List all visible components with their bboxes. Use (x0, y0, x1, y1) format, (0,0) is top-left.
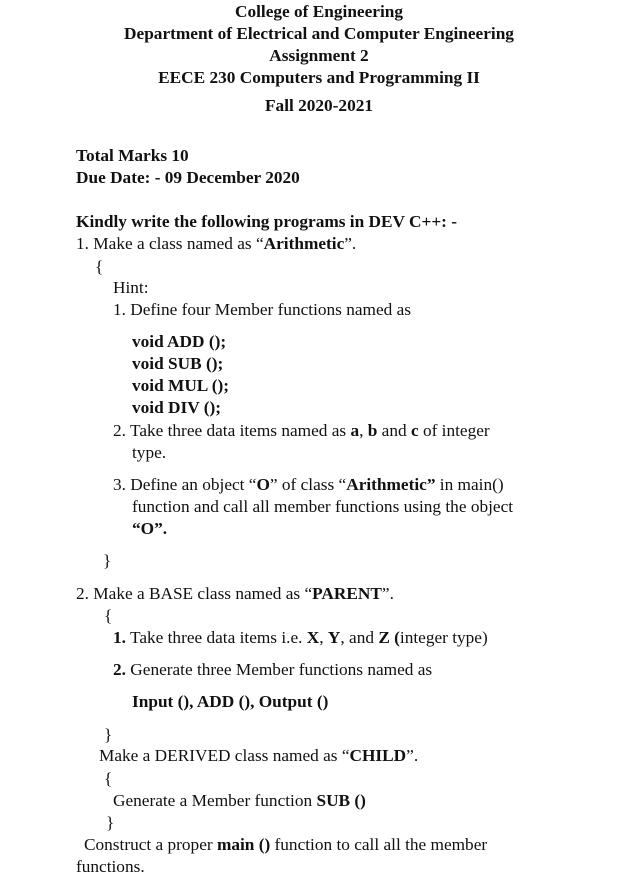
q1-function-div: void DIV (); (132, 398, 221, 417)
college-title: College of Engineering (235, 2, 403, 21)
q1-item-2: 2. Take three data items named as a, b and c of integer (113, 421, 490, 440)
q1-hint-label: Hint: (113, 278, 149, 297)
q2-heading: 2. Make a BASE class named as “PARENT”. (76, 584, 394, 603)
q1-item-3-cont: function and call all member functions using the object (132, 497, 514, 516)
q2-item-1: 1. Take three data items i.e. X, Y, and Z (integer type) (113, 628, 488, 647)
assignment-title: Assignment 2 (269, 46, 369, 65)
q2-derived-open-brace: { (104, 769, 113, 788)
term-title: Fall 2020-2021 (265, 96, 373, 115)
q2-main-instruction: Construct a proper main () function to call all the member (84, 835, 488, 854)
department-title: Department of Electrical and Computer Engineering (124, 24, 514, 43)
q1-open-brace: { (95, 257, 104, 276)
q2-close-brace: } (104, 725, 113, 744)
q1-function-mul: void MUL (); (132, 376, 229, 395)
q2-derived-heading: Make a DERIVED class named as “CHILD”. (99, 746, 419, 765)
q1-function-add: void ADD (); (132, 332, 227, 351)
q2-item-2: 2. Generate three Member functions named as (113, 660, 433, 679)
q1-heading: 1. Make a class named as “Arithmetic”. (76, 234, 357, 253)
q1-close-brace: } (103, 551, 112, 570)
q1-item-2-cont: type. (132, 443, 167, 462)
total-marks: Total Marks 10 (76, 146, 189, 165)
instruction: Kindly write the following programs in DEV C++: - (76, 212, 458, 231)
course-title: EECE 230 Computers and Programming II (158, 68, 480, 87)
q2-derived-member: Generate a Member function SUB () (113, 791, 366, 810)
q1-item-1: 1. Define four Member functions named as (113, 300, 412, 319)
q1-function-sub: void SUB (); (132, 354, 224, 373)
q2-functions: Input (), ADD (), Output () (132, 692, 329, 711)
due-date: Due Date: - 09 December 2020 (76, 168, 300, 187)
q2-main-instruction-cont: functions. (76, 857, 145, 876)
q2-open-brace: { (104, 606, 113, 625)
q1-item-3: 3. Define an object “O” of class “Arithmetic” in main() (113, 475, 504, 494)
q1-item-3-object: “O”. (132, 519, 168, 538)
q2-derived-close-brace: } (106, 813, 115, 832)
